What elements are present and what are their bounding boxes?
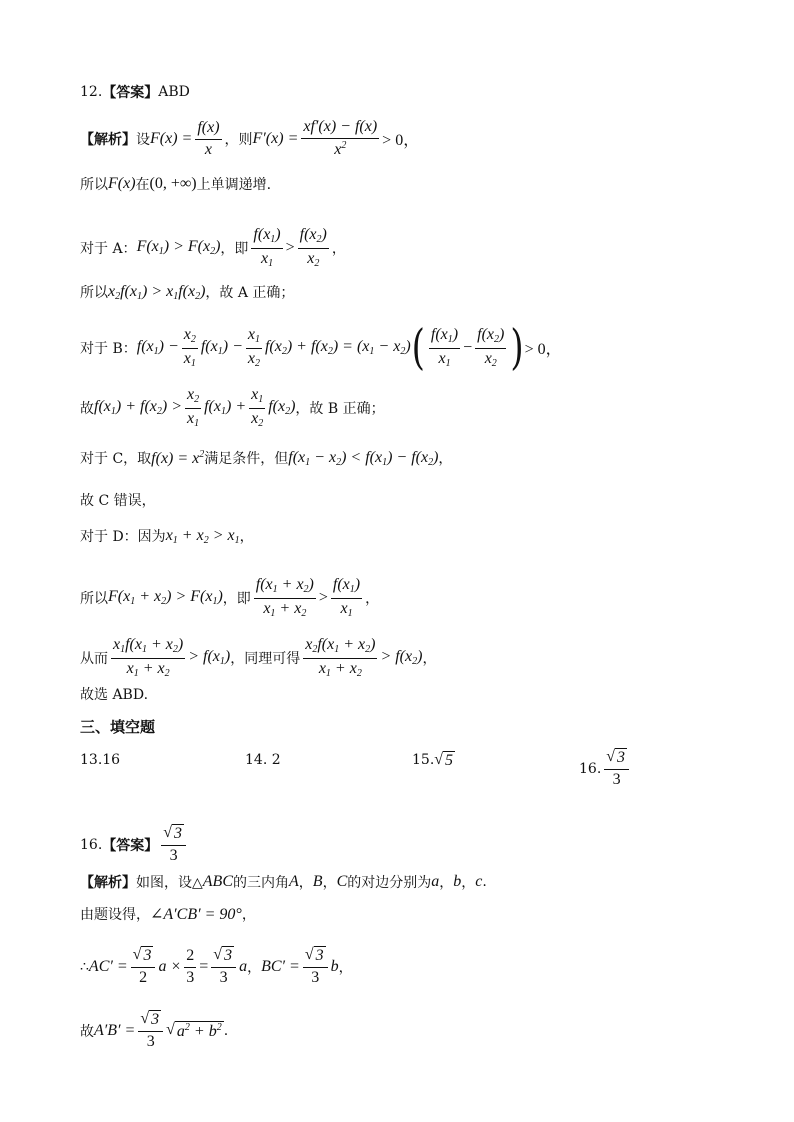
answer-16-line: 16. 【答案】 √ 3 3 xyxy=(80,824,754,866)
option-d-line-3: 从而 $\frac{x_1f(x_1 + x_2)}{x_1 + x_2}$ > $f(x_1)$ ，同理可得 $\frac{x_2f(x_1 + x_2)}{x_1 + x_2}$ > $f(x_2)$ ， xyxy=(80,636,437,679)
option-d-line: 对于 D：因为 $x_1 + x_2 > x_1$ ， xyxy=(80,526,254,546)
fraction: $\frac{x_1}{x_2}$ xyxy=(251,386,264,429)
fraction: $\frac{f(x)}{x}$ xyxy=(197,118,220,158)
solution-16-line-3: ∴ AC′ = √ 3 2 a × $\frac{2}{3}$ = √ 3 3 a ， BC′ = √ 3 3 b ， xyxy=(80,946,353,987)
fraction: $\frac{f(x_1)}{x_1}$ xyxy=(332,576,361,619)
fraction: $\frac{f(x_2)}{x_2}$ xyxy=(299,226,327,269)
option-d-line-2: 所以 $F(x_1 + x_2) > F(x_1)$ ，即 $\frac{f(x_1 + x_2)}{x_1 + x_2}$ > $\frac{f(x_1)}{x_1}$ ， xyxy=(80,576,380,619)
fraction: √ 3 3 xyxy=(211,946,236,988)
option-b-line: 对于 B： $f(x_1)$ − $\frac{x_2}{x_1}$ $f(x_1)$ − $\frac{x_1}{x_2}$ $f(x_2) + f(x_2) = (x_1 - x_2)$ ( $\frac{f(x_1)}{x_1}$ − $\frac{f(x_2)}{x_2}$ ) > 0， xyxy=(80,319,562,376)
answer-15: 15. √ 5 xyxy=(412,750,454,769)
fraction: √ 3 3 xyxy=(604,748,629,790)
fraction: √ 3 2 xyxy=(131,946,156,988)
fraction: $\frac{f(x_1 + x_2)}{x_1 + x_2}$ xyxy=(255,576,314,619)
option-c-conclusion: 故 C 错误， xyxy=(80,493,156,509)
fraction: $\frac{f(x_1)}{x_1}$ xyxy=(430,326,459,369)
fraction: $\frac{x_1f(x_1 + x_2)}{x_1 + x_2}$ xyxy=(113,636,184,679)
solution-12-line-1: 【解析】 设 F(x) = $\frac{f(x)}{x}$ ，则 F′(x) = $\frac{xf'(x) - f(x)}{x^2}$ > 0， xyxy=(80,118,420,159)
fraction: $\frac{2}{3}$ xyxy=(186,946,195,986)
fraction: $\frac{f(x_2)}{x_2}$ xyxy=(477,326,505,369)
section-heading: 三、填空题 xyxy=(80,718,156,736)
fraction: $\frac{f(x_1)}{x_1}$ xyxy=(253,226,281,269)
fraction: √ 3 3 xyxy=(138,1010,163,1052)
solution-16-line-2: 由题设得， ∠A′CB′ = 90° ， xyxy=(80,906,256,923)
solution-12-line-2: 所以 F(x) 在 (0, +∞) 上单调递增. xyxy=(80,175,272,193)
fraction: √ 3 3 xyxy=(161,824,186,866)
answer-16: 16. √ 3 3 xyxy=(579,748,632,790)
option-a-conclusion: 所以 $x_2f(x_1) > x_1f(x_2)$ ，故 A 正确； xyxy=(80,282,295,302)
fraction: $\frac{x_1}{x_2}$ xyxy=(247,326,260,369)
option-a-line: 对于 A： $F(x_1) > F(x_2)$ ，即 $\frac{f(x_1)}{x_1}$ > $\frac{f(x_2)}{x_2}$ ， xyxy=(80,226,346,269)
answer-14: 14. 2 xyxy=(245,752,281,768)
math-expr: F(x) = xyxy=(150,129,193,147)
fraction: $\frac{x_2}{x_1}$ xyxy=(187,386,200,429)
solution-16-line-4: 故 A′B′ = √ 3 3 √ $a^2 + b^2$ . xyxy=(80,1010,229,1051)
fraction: $\frac{x_2f(x_1 + x_2)}{x_1 + x_2}$ xyxy=(305,636,376,679)
answer-13: 13.16 xyxy=(80,752,121,768)
answer-12-line: 12. 【答案】 ABD xyxy=(80,84,190,101)
fraction: √ 3 3 xyxy=(303,946,328,988)
fraction: $\frac{x_2}{x_1}$ xyxy=(183,326,196,369)
solution-16-line-1: 【解析】 如图，设△ ABC 的三内角 A ， B ， C 的对边分别为 a ， b ， c . xyxy=(80,873,487,891)
option-b-conclusion: 故 $f(x_1) + f(x_2)$ > $\frac{x_2}{x_1}$ $f(x_1)$ + $\frac{x_1}{x_2}$ $f(x_2)$ ，故 B 正确； xyxy=(80,386,385,429)
option-c-line: 对于 C，取 $f(x) = x^2$ 满足条件，但 $f(x_1 - x_2) < f(x_1) - f(x_2)$ ， xyxy=(80,448,453,468)
option-d-conclusion: 故选 ABD. xyxy=(80,687,149,703)
fraction: $\frac{xf'(x) - f(x)}{x^2}$ xyxy=(303,118,378,159)
